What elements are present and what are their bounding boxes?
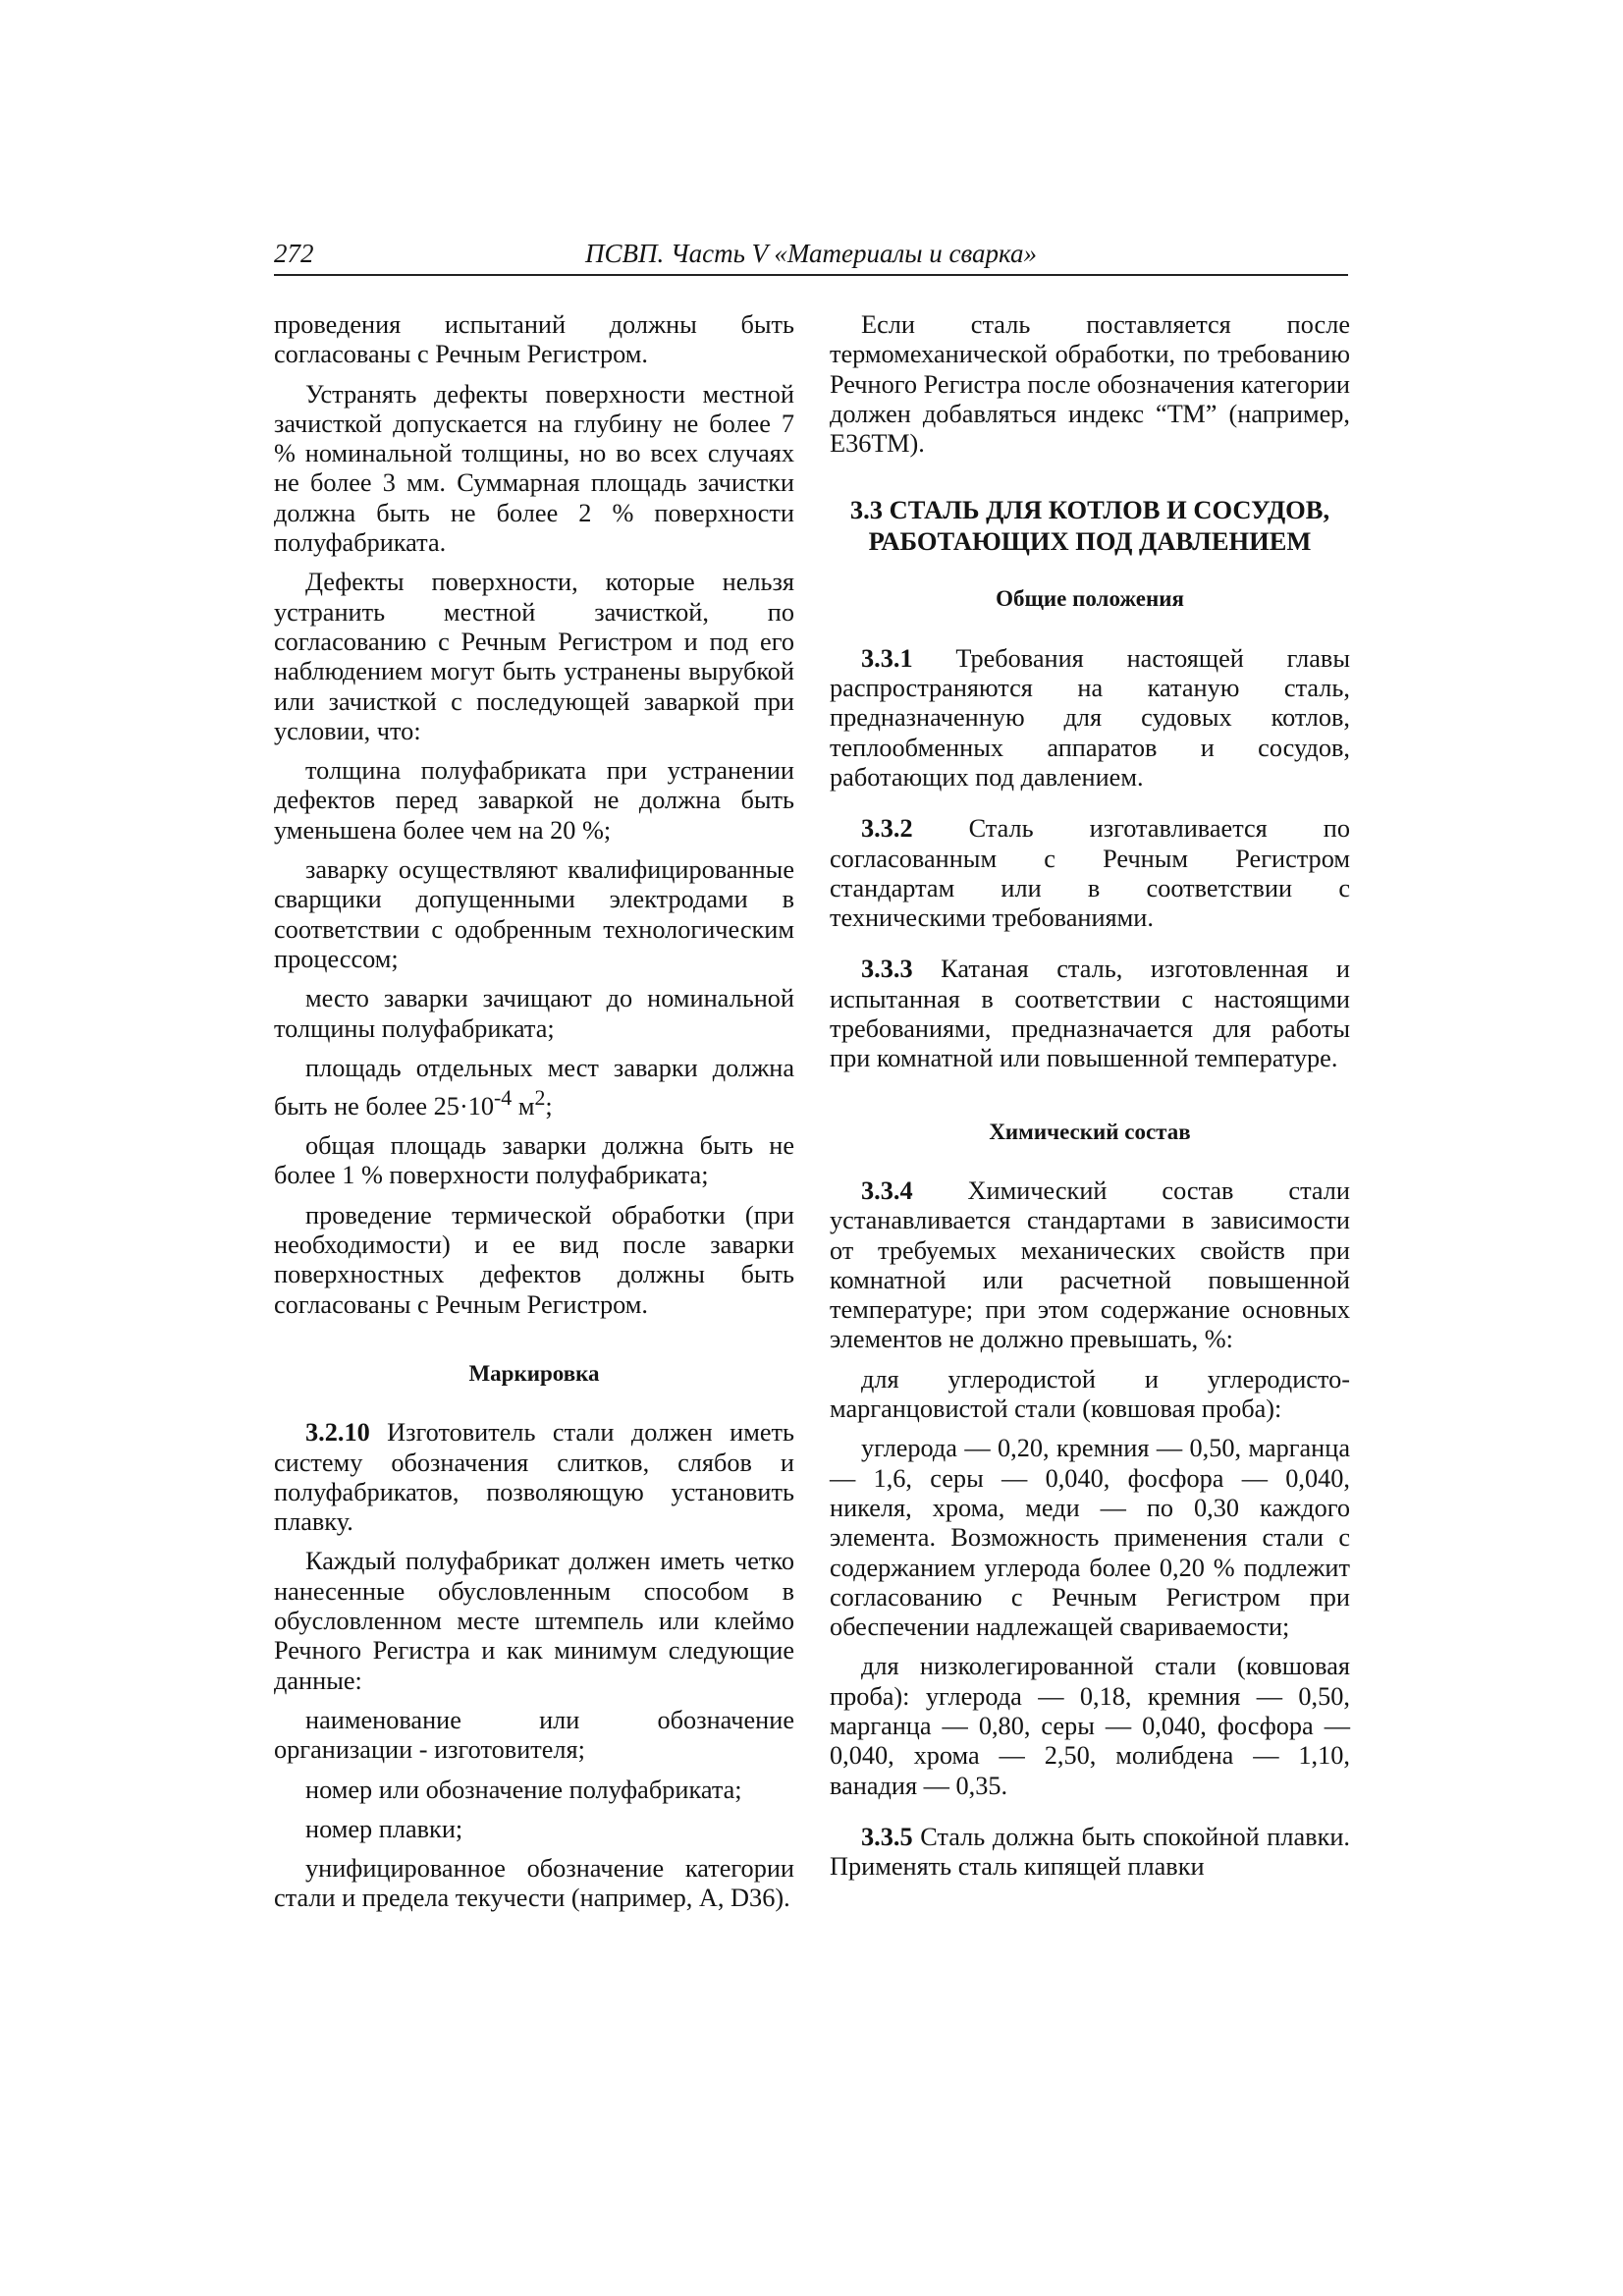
subheading-general: Общие положения [996, 586, 1184, 612]
paragraph: Каждый полуфабрикат должен иметь четко нанесенные обусловленным способом в обусловленном месте штемпель или клеймо Речного Регистра и как минимум следующие данные: [274, 1547, 794, 1695]
numbered-paragraph [830, 955, 1350, 1073]
paragraph: Устранять дефекты поверхности местной зачисткой допускается на глубину не более 7 % номинальной толщины, но во всех случаях не более 3 мм. Суммарная площадь зачистки должна быть не более 2 % поверхности полуфабриката. [274, 379, 794, 558]
subheading-chemical-composition: Химический состав [989, 1119, 1191, 1144]
right-column [830, 310, 1350, 1891]
exponent: -4 [494, 1085, 513, 1111]
clause-text: Сталь должна быть спокойной плавки. Применять сталь кипящей плавки [830, 1822, 1350, 1882]
clause-number: 3.3.4 [861, 1175, 913, 1205]
list-item: общая площадь заварки должна быть не более 1 % поверхности полуфабриката; [274, 1131, 794, 1190]
exponent: 2 [534, 1085, 546, 1111]
list-item: толщина полуфабриката при устранении дефектов перед заваркой не должна быть уменьшена более чем на 20 %; [274, 756, 794, 845]
text-run: площадь отдельных мест заварки должна быть не более 25·10 [274, 1053, 794, 1121]
left-column [274, 310, 794, 1924]
list-item: номер или обозначение полуфабриката; [305, 1775, 742, 1804]
list-item: номер плавки; [305, 1814, 463, 1843]
numbered-paragraph [830, 644, 1350, 793]
list-item: заварку осуществляют квалифицированные сварщики допущенными электродами в соответствии с одобренным технологическим процессом; [274, 855, 794, 973]
clause-number: 3.3.2 [861, 814, 913, 844]
subheading-marking: Маркировка [468, 1360, 600, 1386]
list-item: место заварки зачищают до номинальной толщины полуфабриката; [274, 984, 794, 1043]
numbered-paragraph [830, 814, 1350, 933]
paragraph: Дефекты поверхности, которые нельзя устранить местной зачисткой, по согласованию с Речным Регистром и под его наблюдением могут быть устранены вырубкой или зачисткой с последующей заваркой при условии, что: [274, 568, 794, 745]
section-title-line: 3.3 СТАЛЬ ДЛЯ КОТЛОВ И СОСУДОВ, [849, 495, 1330, 525]
clause-number: 3.3.5 [861, 1822, 913, 1851]
clause-text: Катаная сталь, изготовленная и испытанная в соответствии с настоящими требованиями, предназначается для работы при комнатной или повышенной температуре. [830, 955, 1350, 1073]
text-run: м [512, 1091, 535, 1121]
list-item: унифицированное обозначение категории стали и предела текучести (например, A, D36). [274, 1854, 794, 1913]
list-item [274, 1054, 794, 1121]
section-title-line: РАБОТАЮЩИХ ПОД ДАВЛЕНИЕМ [868, 526, 1312, 557]
clause-number: 3.3.3 [861, 955, 913, 984]
running-title: ПСВП. Часть V «Материалы и сварка» [584, 239, 1037, 268]
section-title [830, 494, 1350, 557]
clause-text: Требования настоящей главы распространяются на катаную сталь, предназначенную для судовых котлов, теплообменных аппаратов и сосудов, работающих под давлением. [830, 643, 1350, 792]
list-item: для углеродистой и углеродисто-марганцовистой стали (ковшовая проба): [830, 1364, 1350, 1424]
page-header [274, 239, 1348, 276]
text-run: ; [545, 1091, 553, 1121]
list-item: для низколегированной стали (ковшовая проба): углерода — 0,18, кремния — 0,50, марганца — 0,80, серы — 0,040, фосфора — 0,040, хрома — 2,50, молибдена — 1,10, ванадия — 0,35. [830, 1652, 1350, 1800]
clause-text: Химический состав стали устанавливается стандартами в зависимости от требуемых механических свойств при комнатной или расчетной повышенной температуре; при этом содержание основных элементов не должно превышать, %: [830, 1175, 1350, 1354]
paragraph: Если сталь поставляется после термомеханической обработки, по требованию Речного Регистра после обозначения категории должен добавляться индекс “ТМ” (например, Е36ТМ). [830, 310, 1350, 459]
clause-number: 3.3.1 [861, 643, 913, 673]
clause-text: Изготовитель стали должен иметь систему обозначения слитков, слябов и полуфабрикатов, позволяющую установить плавку. [274, 1418, 794, 1537]
paragraph: проведения испытаний должны быть согласованы с Речным Регистром. [274, 310, 794, 369]
list-item: углерода — 0,20, кремния — 0,50, марганца — 1,6, серы — 0,040, фосфора — 0,040, никеля, хрома, меди — по 0,30 каждого элемента. Возможность применения стали с содержанием углерода более 0,20 % подлежит согласованию с Речным Регистром при обеспечении надлежащей свариваемости; [830, 1434, 1350, 1642]
numbered-paragraph [830, 1176, 1350, 1355]
clause-number: 3.2.10 [305, 1418, 370, 1448]
list-item: наименование или обозначение организации - изготовителя; [274, 1705, 794, 1765]
numbered-paragraph [830, 1823, 1350, 1883]
numbered-paragraph [274, 1418, 794, 1537]
page-number: 272 [274, 239, 314, 268]
clause-text: Сталь изготавливается по согласованным с Речным Регистром стандартам или в соответствии с техническими требованиями. [830, 814, 1350, 933]
list-item: проведение термической обработки (при необходимости) и ее вид после заварки поверхностных дефектов должны быть согласованы с Речным Регистром. [274, 1200, 794, 1319]
